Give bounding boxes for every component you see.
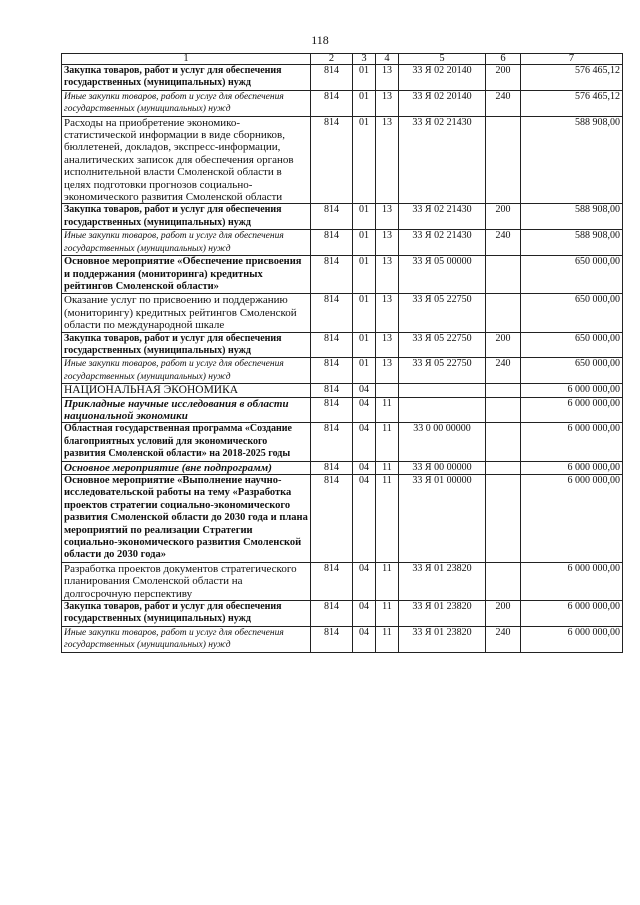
target-article-cell: 33 Я 00 00000 xyxy=(399,461,486,474)
expense-type-cell xyxy=(486,116,521,204)
expense-type-cell xyxy=(486,461,521,474)
table-row xyxy=(62,332,623,358)
row-name-cell: Разработка проектов документов стратегического планирования Смоленской области на долгосрочную перспективу xyxy=(62,562,311,600)
expense-type-cell: 200 xyxy=(486,65,521,91)
section-cell: 04 xyxy=(353,384,376,397)
subsection-cell: 11 xyxy=(376,475,399,563)
admin-code-cell: 814 xyxy=(311,358,353,384)
subsection-cell: 13 xyxy=(376,204,399,230)
row-name-cell: Основное мероприятие «Выполнение научно-исследовательской работы на тему «Разработка проектов стратегии социально-экономического развития Смоленской области до 2030 года и плана мероприятий по реализации Стратегии социально-экономического развития Смоленской области до 2030 года» xyxy=(62,475,311,563)
expense-type-cell xyxy=(486,475,521,563)
row-name-cell: Иные закупки товаров, работ и услуг для обеспечения государственных (муниципальных) нужд xyxy=(62,626,311,652)
row-name-cell: Закупка товаров, работ и услуг для обеспечения государственных (муниципальных) нужд xyxy=(62,601,311,627)
expense-type-cell: 200 xyxy=(486,204,521,230)
column-header: 5 xyxy=(399,54,486,65)
expense-type-cell: 240 xyxy=(486,230,521,256)
section-cell: 04 xyxy=(353,626,376,652)
subsection-cell: 13 xyxy=(376,90,399,116)
table-row xyxy=(62,461,623,474)
amount-cell: 6 000 000,00 xyxy=(521,461,623,474)
target-article-cell: 33 Я 01 00000 xyxy=(399,475,486,563)
admin-code-cell: 814 xyxy=(311,601,353,627)
row-name-cell: Прикладные научные исследования в области национальной экономики xyxy=(62,397,311,423)
row-name-cell: Расходы на приобретение экономико-статистической информации в виде сборников, бюллетеней, докладов, экспресс-информации, аналитических записок для обеспечения органов исполнительной власти Смоленской области в целях подготовки прогнозов социально-экономического развития Смоленской области xyxy=(62,116,311,204)
amount-cell: 650 000,00 xyxy=(521,256,623,294)
amount-cell: 6 000 000,00 xyxy=(521,562,623,600)
table-body xyxy=(62,65,623,653)
expense-type-cell xyxy=(486,397,521,423)
expense-type-cell: 200 xyxy=(486,601,521,627)
amount-cell: 6 000 000,00 xyxy=(521,423,623,461)
expense-type-cell: 240 xyxy=(486,626,521,652)
subsection-cell: 11 xyxy=(376,397,399,423)
target-article-cell: 33 Я 02 21430 xyxy=(399,230,486,256)
row-name-cell: Оказание услуг по присвоению и поддержанию (мониторингу) кредитных рейтингов Смоленской области по международной шкале xyxy=(62,294,311,332)
column-header: 3 xyxy=(353,54,376,65)
row-name-cell: Областная государственная программа «Создание благоприятных условий для экономического развития Смоленской области» на 2018-2025 годы xyxy=(62,423,311,461)
amount-cell: 576 465,12 xyxy=(521,65,623,91)
amount-cell: 6 000 000,00 xyxy=(521,601,623,627)
expense-type-cell xyxy=(486,562,521,600)
section-cell: 01 xyxy=(353,332,376,358)
subsection-cell: 13 xyxy=(376,65,399,91)
column-header: 6 xyxy=(486,54,521,65)
table-row xyxy=(62,601,623,627)
amount-cell: 650 000,00 xyxy=(521,358,623,384)
table-row xyxy=(62,90,623,116)
row-name-cell: Основное мероприятие «Обеспечение присвоения и поддержания (мониторинга) кредитных рейтингов Смоленской области» xyxy=(62,256,311,294)
amount-cell: 588 908,00 xyxy=(521,204,623,230)
expense-type-cell: 240 xyxy=(486,90,521,116)
section-cell: 01 xyxy=(353,90,376,116)
table-row xyxy=(62,294,623,332)
row-name-cell: Иные закупки товаров, работ и услуг для обеспечения государственных (муниципальных) нужд xyxy=(62,358,311,384)
target-article-cell: 33 Я 05 00000 xyxy=(399,256,486,294)
section-cell: 04 xyxy=(353,562,376,600)
subsection-cell: 11 xyxy=(376,562,399,600)
admin-code-cell: 814 xyxy=(311,461,353,474)
section-cell: 04 xyxy=(353,423,376,461)
page-number: 118 xyxy=(311,33,329,47)
admin-code-cell: 814 xyxy=(311,562,353,600)
table-row xyxy=(62,475,623,563)
row-name-cell: Закупка товаров, работ и услуг для обеспечения государственных (муниципальных) нужд xyxy=(62,332,311,358)
admin-code-cell: 814 xyxy=(311,65,353,91)
amount-cell: 6 000 000,00 xyxy=(521,397,623,423)
row-name-cell: Закупка товаров, работ и услуг для обеспечения государственных (муниципальных) нужд xyxy=(62,204,311,230)
column-header: 7 xyxy=(521,54,623,65)
expense-type-cell xyxy=(486,384,521,397)
amount-cell: 588 908,00 xyxy=(521,116,623,204)
section-cell: 04 xyxy=(353,475,376,563)
expense-type-cell xyxy=(486,294,521,332)
admin-code-cell: 814 xyxy=(311,230,353,256)
table-row xyxy=(62,65,623,91)
target-article-cell: 33 Я 05 22750 xyxy=(399,332,486,358)
section-cell: 04 xyxy=(353,601,376,627)
amount-cell: 6 000 000,00 xyxy=(521,626,623,652)
admin-code-cell: 814 xyxy=(311,116,353,204)
target-article-cell: 33 Я 05 22750 xyxy=(399,358,486,384)
section-cell: 01 xyxy=(353,230,376,256)
target-article-cell: 33 Я 01 23820 xyxy=(399,626,486,652)
expense-type-cell: 240 xyxy=(486,358,521,384)
expense-type-cell xyxy=(486,423,521,461)
admin-code-cell: 814 xyxy=(311,204,353,230)
subsection-cell: 11 xyxy=(376,601,399,627)
target-article-cell: 33 0 00 00000 xyxy=(399,423,486,461)
column-header: 4 xyxy=(376,54,399,65)
expense-type-cell xyxy=(486,256,521,294)
target-article-cell: 33 Я 02 21430 xyxy=(399,204,486,230)
target-article-cell: 33 Я 02 21430 xyxy=(399,116,486,204)
table-row xyxy=(62,384,623,397)
table-row xyxy=(62,230,623,256)
table-row xyxy=(62,626,623,652)
amount-cell: 6 000 000,00 xyxy=(521,384,623,397)
section-cell: 01 xyxy=(353,116,376,204)
expense-type-cell: 200 xyxy=(486,332,521,358)
section-cell: 04 xyxy=(353,397,376,423)
section-cell: 01 xyxy=(353,204,376,230)
row-name-cell: НАЦИОНАЛЬНАЯ ЭКОНОМИКА xyxy=(62,384,311,397)
table-row xyxy=(62,256,623,294)
admin-code-cell: 814 xyxy=(311,384,353,397)
section-cell: 01 xyxy=(353,65,376,91)
target-article-cell: 33 Я 02 20140 xyxy=(399,65,486,91)
subsection-cell: 13 xyxy=(376,230,399,256)
amount-cell: 6 000 000,00 xyxy=(521,475,623,563)
amount-cell: 576 465,12 xyxy=(521,90,623,116)
table-row xyxy=(62,204,623,230)
subsection-cell: 13 xyxy=(376,116,399,204)
admin-code-cell: 814 xyxy=(311,423,353,461)
column-header: 2 xyxy=(311,54,353,65)
target-article-cell: 33 Я 05 22750 xyxy=(399,294,486,332)
amount-cell: 650 000,00 xyxy=(521,332,623,358)
admin-code-cell: 814 xyxy=(311,397,353,423)
table-row xyxy=(62,562,623,600)
row-name-cell: Закупка товаров, работ и услуг для обеспечения государственных (муниципальных) нужд xyxy=(62,65,311,91)
subsection-cell: 13 xyxy=(376,332,399,358)
subsection-cell: 13 xyxy=(376,256,399,294)
section-cell: 04 xyxy=(353,461,376,474)
target-article-cell: 33 Я 01 23820 xyxy=(399,562,486,600)
admin-code-cell: 814 xyxy=(311,475,353,563)
table-row xyxy=(62,358,623,384)
table-row xyxy=(62,397,623,423)
admin-code-cell: 814 xyxy=(311,332,353,358)
row-name-cell: Основное мероприятие (вне подпрограмм) xyxy=(62,461,311,474)
target-article-cell xyxy=(399,397,486,423)
admin-code-cell: 814 xyxy=(311,294,353,332)
section-cell: 01 xyxy=(353,358,376,384)
admin-code-cell: 814 xyxy=(311,256,353,294)
admin-code-cell: 814 xyxy=(311,626,353,652)
section-cell: 01 xyxy=(353,256,376,294)
admin-code-cell: 814 xyxy=(311,90,353,116)
table-row xyxy=(62,116,623,204)
target-article-cell: 33 Я 02 20140 xyxy=(399,90,486,116)
table-row xyxy=(62,423,623,461)
column-header: 1 xyxy=(62,54,311,65)
row-name-cell: Иные закупки товаров, работ и услуг для обеспечения государственных (муниципальных) нужд xyxy=(62,90,311,116)
subsection-cell: 11 xyxy=(376,423,399,461)
amount-cell: 650 000,00 xyxy=(521,294,623,332)
budget-table xyxy=(61,53,623,653)
subsection-cell: 13 xyxy=(376,294,399,332)
row-name-cell: Иные закупки товаров, работ и услуг для обеспечения государственных (муниципальных) нужд xyxy=(62,230,311,256)
table-header-row xyxy=(62,54,623,65)
amount-cell: 588 908,00 xyxy=(521,230,623,256)
subsection-cell: 11 xyxy=(376,626,399,652)
subsection-cell: 13 xyxy=(376,358,399,384)
target-article-cell: 33 Я 01 23820 xyxy=(399,601,486,627)
subsection-cell xyxy=(376,384,399,397)
subsection-cell: 11 xyxy=(376,461,399,474)
target-article-cell xyxy=(399,384,486,397)
section-cell: 01 xyxy=(353,294,376,332)
